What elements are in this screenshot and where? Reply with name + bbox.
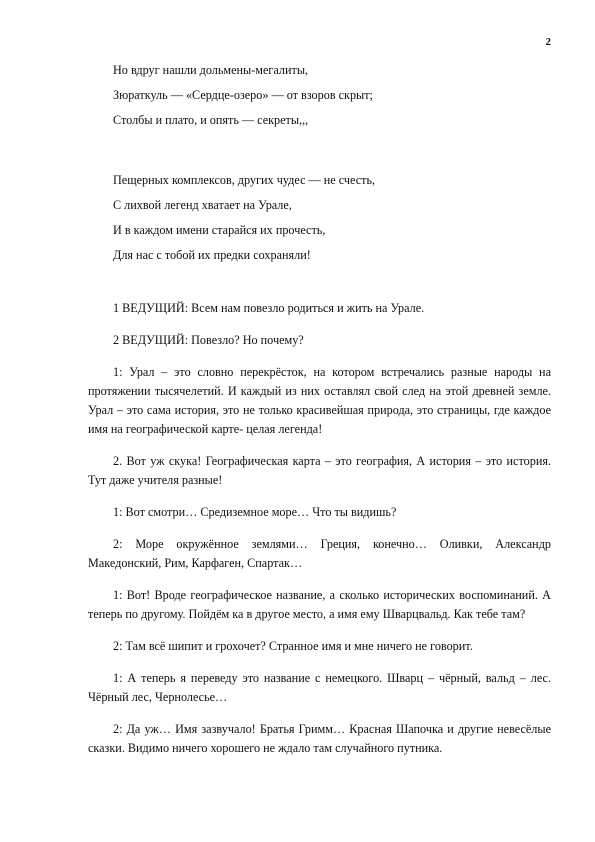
dialogue-paragraph: 1: Вот! Вроде географическое название, а сколько исторических воспоминаний. А теперь по другому. Пойдём ка в другое место, а имя ему Шварцвальд. Как тебе там?: [88, 588, 551, 621]
poem-line: Пещерных комплексов, других чудес — не счесть,: [113, 173, 376, 187]
dialogue-paragraph: 1 ВЕДУЩИЙ: Всем нам повезло родиться и жить на Урале.: [113, 301, 425, 315]
poem-line: И в каждом имени старайся их прочесть,: [113, 223, 326, 237]
poem-line: Для нас с тобой их предки сохраняли!: [113, 248, 311, 262]
dialogue-paragraph: 2 ВЕДУЩИЙ: Повезло? Но почему?: [113, 333, 304, 347]
poem-stanza-2: [88, 168, 551, 268]
dialogue-paragraph: 1: Вот смотри… Средиземное море… Что ты видишь?: [113, 505, 397, 519]
dialogue: [88, 299, 551, 758]
poem-line: Столбы и плато, и опять — секреты,,,: [113, 113, 309, 127]
dialogue-paragraph: 1: А теперь я переведу это название с немецкого. Шварц – чёрный, вальд – лес. Чёрный лес, Чернолесье…: [88, 671, 551, 704]
poem-line: Зюраткуль — «Сердце-озеро» — от взоров скрыт;: [113, 88, 373, 102]
dialogue-paragraph: 1: Урал – это словно перекрёсток, на котором встречались разные народы на протяжении тысячелетий. И каждый из них оставлял свой след на этой древней земле. Урал – это сама история, это не только красивейшая природа, это страницы, где каждое имя на географической карте- целая легенда!: [88, 365, 551, 436]
dialogue-paragraph: 2. Вот уж скука! Географическая карта – это география, А история – это история. Тут даже учителя разные!: [88, 454, 551, 487]
poem-stanza-1: [88, 58, 551, 133]
page-number: 2: [545, 36, 551, 48]
poem-line: Но вдруг нашли дольмены-мегалиты,: [113, 63, 309, 77]
document-body: [88, 58, 551, 771]
dialogue-paragraph: 2: Море окружённое землями… Греция, конечно… Оливки, Александр Македонский, Рим, Карфаген, Спартак…: [88, 537, 551, 570]
poem-line: С лихвой легенд хватает на Урале,: [113, 198, 292, 212]
dialogue-paragraph: 2: Там всё шипит и грохочет? Странное имя и мне ничего не говорит.: [113, 639, 473, 653]
dialogue-paragraph: 2: Да уж… Имя зазвучало! Братья Гримм… Красная Шапочка и другие невесёлые сказки. Видимо ничего хорошего не ждало там случайного путника.: [88, 722, 551, 755]
